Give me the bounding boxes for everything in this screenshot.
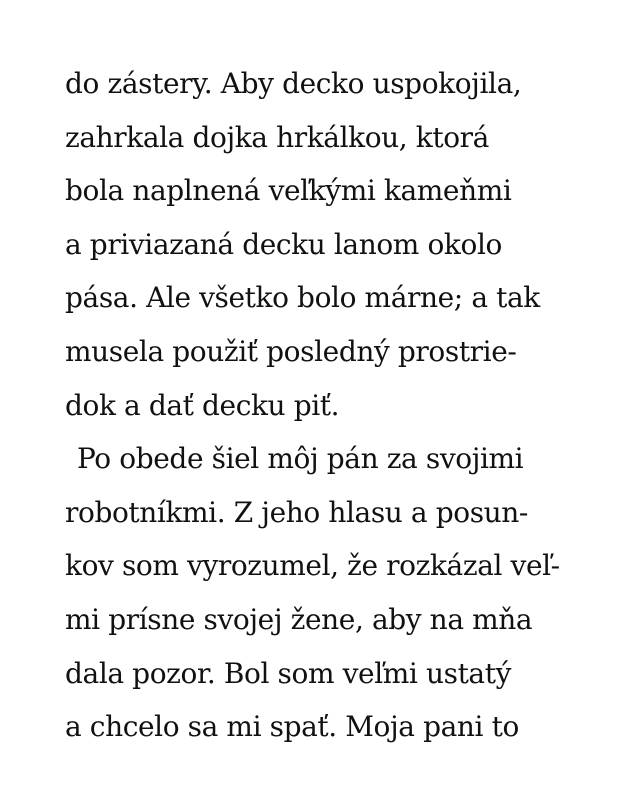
- text-line: mi prísne svojej žene, aby na mňa: [65, 602, 533, 636]
- text-line: dok a dať decku piť.: [65, 388, 340, 422]
- text-line: dala pozor. Bol som veľmi ustatý: [65, 656, 512, 690]
- paragraph-start-line: Po obede šiel môj pán za svojimi: [77, 442, 524, 476]
- text-line: pása. Ale všetko bolo márne; a tak: [65, 281, 540, 315]
- text-line: do zástery. Aby decko uspokojila,: [65, 67, 522, 100]
- text-line: a chcelo sa mi spať. Moja pani to: [65, 710, 519, 744]
- body-text: [65, 57, 585, 754]
- text-line: bola naplnená veľkými kameňmi: [65, 174, 512, 208]
- text-line: robotníkmi. Z jeho hlasu a posun-: [65, 495, 528, 529]
- text-line: zahrkala dojka hrkálkou, ktorá: [65, 120, 489, 154]
- text-line: a priviazaná decku lanom okolo: [65, 227, 502, 261]
- text-line: kov som vyrozumel, že rozkázal veľ-: [65, 549, 560, 583]
- text-line: musela použiť posledný prostrie-: [65, 334, 517, 368]
